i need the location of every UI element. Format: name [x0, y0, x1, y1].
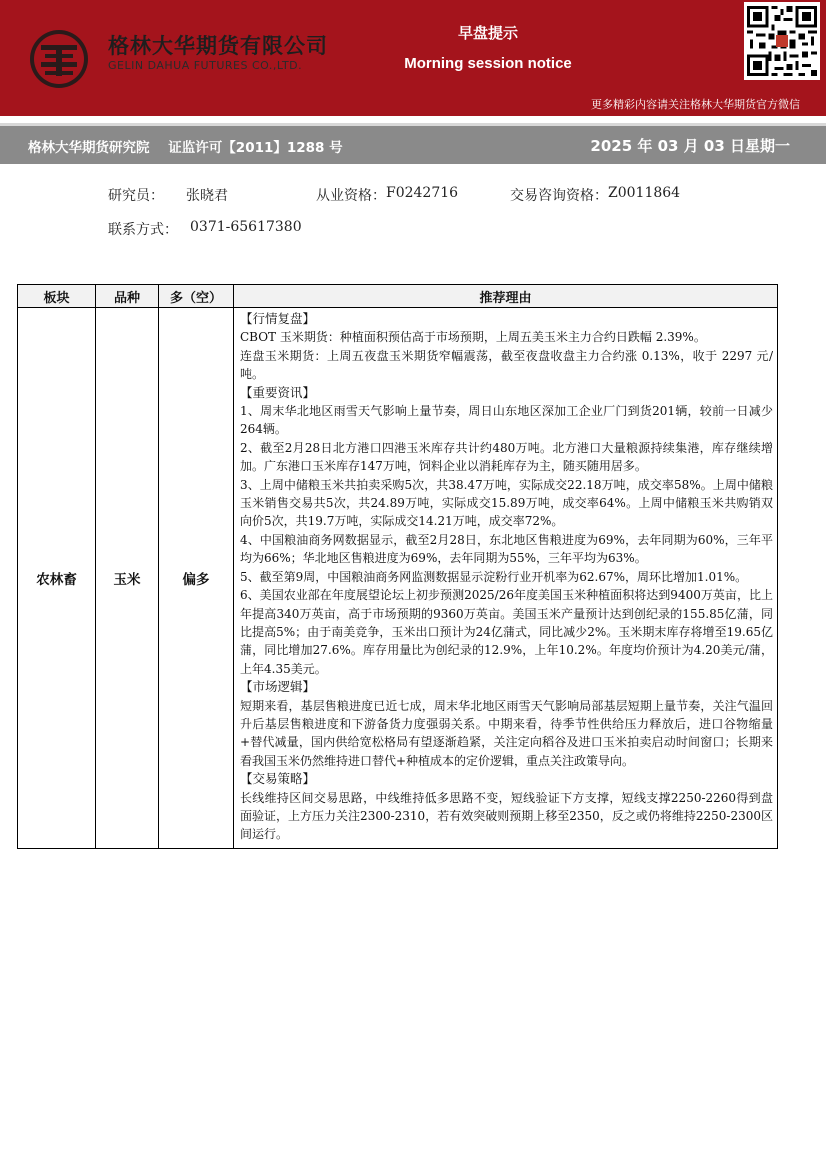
section-title: 【重要资讯】 — [240, 384, 316, 400]
contact-label: 联系方式： — [108, 222, 178, 238]
direction-cell: 偏多 — [159, 308, 234, 849]
paragraph: 4、中国粮油商务网数据显示，截至2月28日，东北地区售粮进度为69%，去年同期为60%，三年平均为66%；华北地区售粮进度为69%，去年同期为55%，三年平均为63%。 — [240, 532, 773, 566]
follow-wechat-note: 更多精彩内容请关注格林大华期货官方微信 — [591, 98, 800, 111]
company-name-en: GELIN DAHUA FUTURES CO.,LTD. — [108, 59, 303, 72]
wechat-qr-code-icon — [744, 2, 820, 80]
qualification-number: F0242716 — [386, 185, 459, 201]
paragraph: 连盘玉米期货：上周五夜盘玉米期货窄幅震荡，截至夜盘收盘主力合约涨 0.13%，收于 2297 元/吨。 — [240, 348, 773, 382]
paragraph: 3、上周中储粮玉米共拍卖采购5次，共38.47万吨，实际成交22.18万吨，成交率58%。上周中储粮玉米销售交易共5次，共24.89万吨，实际成交15.89万吨，成交率64%。上周中储粮玉米共购销双向价5次，共19.7万吨，实际成交14.21万吨，成交率72%。 — [240, 477, 773, 529]
table-row — [18, 308, 778, 849]
report-title-en: Morning session notice — [404, 55, 572, 72]
paragraph: 6、美国农业部在年度展望论坛上初步预测2025/26年度美国玉米种植面积将达到9400万英亩，比上年提高340万英亩，高于市场预期的9360万英亩。美国玉米产量预计达到创纪录的155.85亿蒲，同比提高5%；由于南美竞争，玉米出口预计为24亿蒲式，同比减少2%。玉米期末库存将增至19.65亿蒲，同比增加27.6%。库存用量比为创纪录的12.9%，上年10.2%。年度均价预计为4.20美元/蒲，上年4.35美元。 — [240, 588, 773, 676]
report-title-cn: 早盘提示 — [457, 24, 518, 42]
qualification-label: 从业资格： — [316, 188, 386, 204]
report-date: 2025 年 03 月 03 日星期一 — [590, 137, 790, 155]
paragraph: 长线维持区间交易思路，中线维持低多思路不变，短线验证下方支撑，短线支撑2250-2260得到盘面验证，上方压力关注2300-2310，若有效突破则预期上移至2350，反之或仍将维持2250-2300区间运行。 — [240, 790, 773, 842]
paragraph: 5、截至第9周，中国粮油商务网监测数据显示淀粉行业开机率为62.67%，周环比增加1.01%。 — [240, 569, 748, 584]
header-direction: 多（空） — [159, 285, 234, 308]
table-header-row — [18, 285, 778, 308]
trading-strategy-section — [240, 770, 773, 844]
section-title: 【市场逻辑】 — [240, 679, 316, 695]
header-banner — [0, 0, 826, 116]
variety-cell: 玉米 — [96, 308, 159, 849]
sector-cell: 农林畜 — [18, 308, 96, 849]
company-name-cn: 格林大华期货有限公司 — [108, 34, 328, 58]
consult-number: Z0011864 — [608, 185, 681, 201]
reason-cell — [234, 308, 778, 849]
researcher-label: 研究员： — [108, 188, 164, 204]
section-title: 【交易策略】 — [240, 771, 316, 787]
section-title: 【行情复盘】 — [240, 311, 316, 326]
researcher-name: 张晓君 — [186, 188, 228, 204]
header-variety: 品种 — [96, 285, 159, 308]
market-logic-section — [240, 678, 773, 770]
paragraph: 短期来看，基层售粮进度已近七成，周末华北地区雨雪天气影响局部基层短期上量节奏，关注气温回升后基层售粮进度和下游备货力度强弱关系。中期来看，待季节性供给压力释放后，进口谷物缩量+替代减量，国内供给宽松格局有望逐渐趋紧，关注定向稻谷及进口玉米拍卖启动时间窗口；长期来看我国玉米仍然维持进口替代+种植成本的定价逻辑，重点关注政策导向。 — [240, 698, 773, 768]
consult-label: 交易咨询资格： — [510, 188, 608, 204]
header-sector: 板块 — [18, 285, 96, 308]
recommendation-table — [17, 284, 778, 849]
header-reason: 推荐理由 — [234, 285, 778, 308]
paragraph: 1、周末华北地区雨雪天气影响上量节奏，周日山东地区深加工企业厂门到货201辆，较前一日减少264辆。 — [240, 404, 773, 437]
market-review-section — [240, 310, 773, 384]
contact-number: 0371-65617380 — [190, 219, 302, 235]
company-logo-icon — [28, 28, 90, 90]
paragraph: CBOT 玉米期货：种植面积预估高于市场预期，上周五美玉米主力合约日跌幅 2.39%。 — [240, 330, 706, 345]
key-news-section — [240, 384, 773, 679]
paragraph: 2、截至2月28日北方港口四港玉米库存共计约480万吨。北方港口大量粮源持续集港，库存继续增加。广东港口玉米库存147万吨，饲料企业以消耗库存为主，随买随用居多。 — [240, 440, 773, 474]
institute-license: 格林大华期货研究院 证监许可【2011】1288 号 — [28, 140, 343, 156]
subheader-bar — [0, 126, 826, 164]
